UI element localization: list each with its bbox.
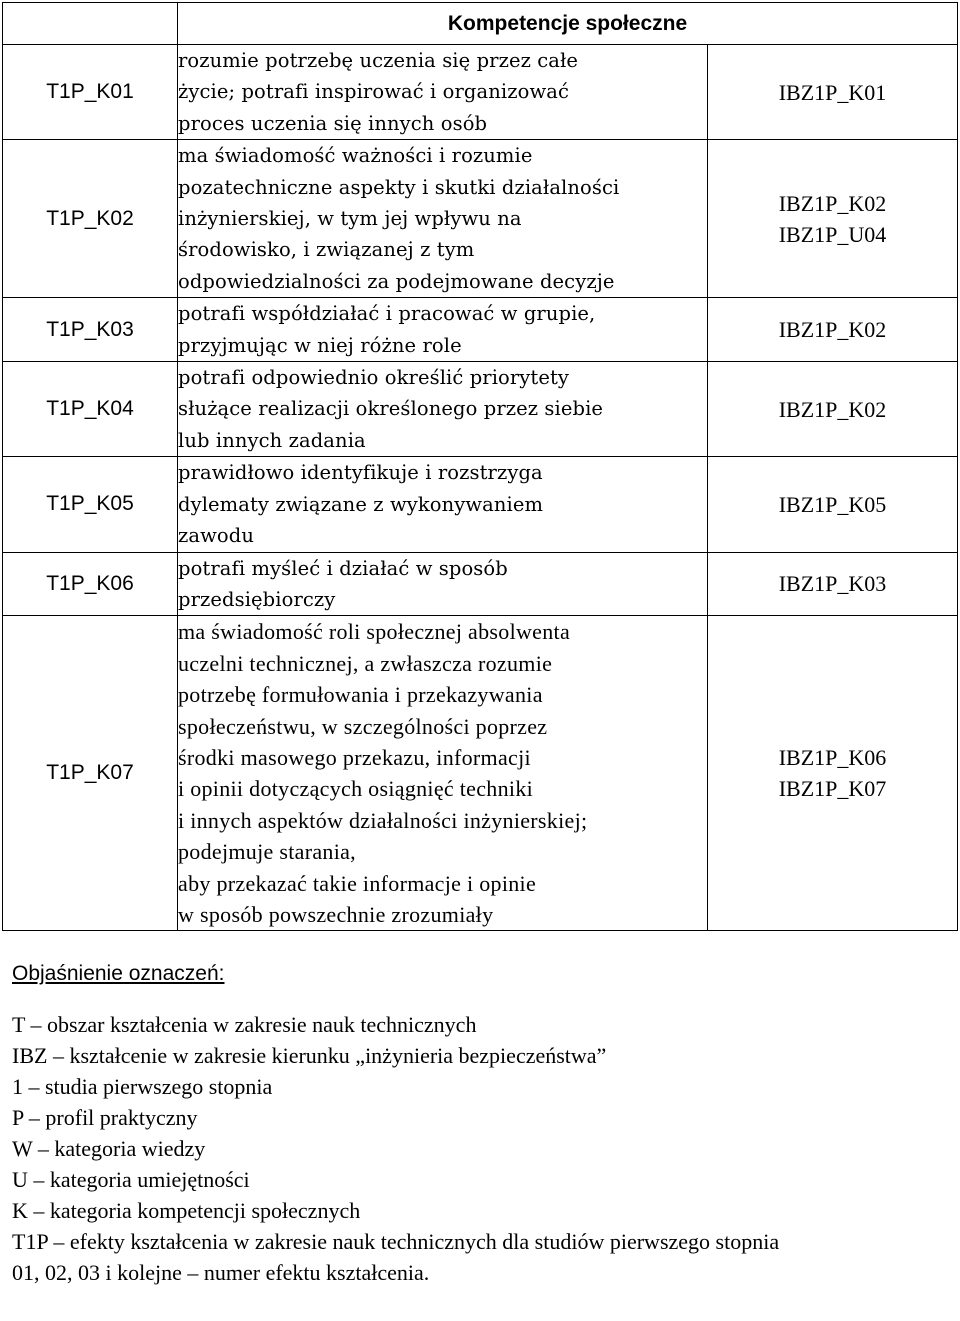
table-row (3, 552, 958, 616)
effect-description: prawidłowo identyfikuje i rozstrzyga dylematy związane z wykonywaniem zawodu (178, 457, 708, 552)
effect-code: T1P_K01 (3, 45, 178, 140)
effect-code: T1P_K05 (3, 457, 178, 552)
related-codes: IBZ1P_K02 (708, 362, 958, 457)
related-codes: IBZ1P_K03 (708, 552, 958, 616)
related-codes: IBZ1P_K02 (708, 298, 958, 362)
legend-item: K – kategoria kompetencji społecznych (12, 1198, 361, 1223)
legend-item: T – obszar kształcenia w zakresie nauk technicznych (12, 1012, 477, 1037)
table-row (3, 140, 958, 298)
legend-title: Objaśnienie oznaczeń: (12, 962, 225, 985)
effect-code: T1P_K02 (3, 140, 178, 298)
effect-code: T1P_K04 (3, 362, 178, 457)
legend-item: 01, 02, 03 i kolejne – numer efektu kształcenia. (12, 1260, 430, 1285)
header-empty-cell (3, 3, 178, 45)
effect-code: T1P_K07 (3, 616, 178, 931)
related-codes: IBZ1P_K01 (708, 45, 958, 140)
competencies-table (2, 2, 958, 931)
legend-item: W – kategoria wiedzy (12, 1136, 206, 1161)
legend-item: U – kategoria umiejętności (12, 1167, 250, 1192)
effect-description: potrafi współdziałać i pracować w grupie, przyjmując w niej różne role (178, 298, 708, 362)
table-row (3, 362, 958, 457)
effect-description: ma świadomość roli społecznej absolwenta uczelni technicznej, a zwłaszcza rozumie potrzebę formułowania i przekazywania społeczeństwu, w szczególności poprzez środki masowego przekazu, informacji i opinii dotyczących osiągnięć techniki i innych aspektów działalności inżynierskiej; podejmuje starania, aby przekazać takie informacje i opinie w sposób powszechnie zrozumiały (178, 616, 708, 931)
related-codes: IBZ1P_K06 IBZ1P_K07 (708, 616, 958, 931)
effect-description: potrafi odpowiednio określić priorytety służące realizacji określonego przez siebie lub innych zadania (178, 362, 708, 457)
legend-item: IBZ – kształcenie w zakresie kierunku „inżynieria bezpieczeństwa” (12, 1043, 607, 1068)
table-row (3, 457, 958, 552)
table-header-row (3, 3, 958, 45)
table-row (3, 298, 958, 362)
table-row (3, 45, 958, 140)
effect-description: ma świadomość ważności i rozumie pozatechniczne aspekty i skutki działalności inżynierskiej, w tym jej wpływu na środowisko, i związanej z tym odpowiedzialności za podejmowane decyzje (178, 140, 708, 298)
effect-code: T1P_K03 (3, 298, 178, 362)
legend-item: T1P – efekty kształcenia w zakresie nauk technicznych dla studiów pierwszego stopnia (12, 1229, 780, 1254)
effect-code: T1P_K06 (3, 552, 178, 616)
legend-item: 1 – studia pierwszego stopnia (12, 1074, 273, 1099)
table-row (3, 616, 958, 931)
effect-description: potrafi myśleć i działać w sposób przedsiębiorczy (178, 552, 708, 616)
legend-item: P – profil praktyczny (12, 1105, 198, 1130)
section-header: Kompetencje społeczne (178, 3, 958, 45)
related-codes: IBZ1P_K05 (708, 457, 958, 552)
effect-description: rozumie potrzebę uczenia się przez całe życie; potrafi inspirować i organizować proces uczenia się innych osób (178, 45, 708, 140)
related-codes: IBZ1P_K02 IBZ1P_U04 (708, 140, 958, 298)
legend-list (12, 1009, 947, 1288)
